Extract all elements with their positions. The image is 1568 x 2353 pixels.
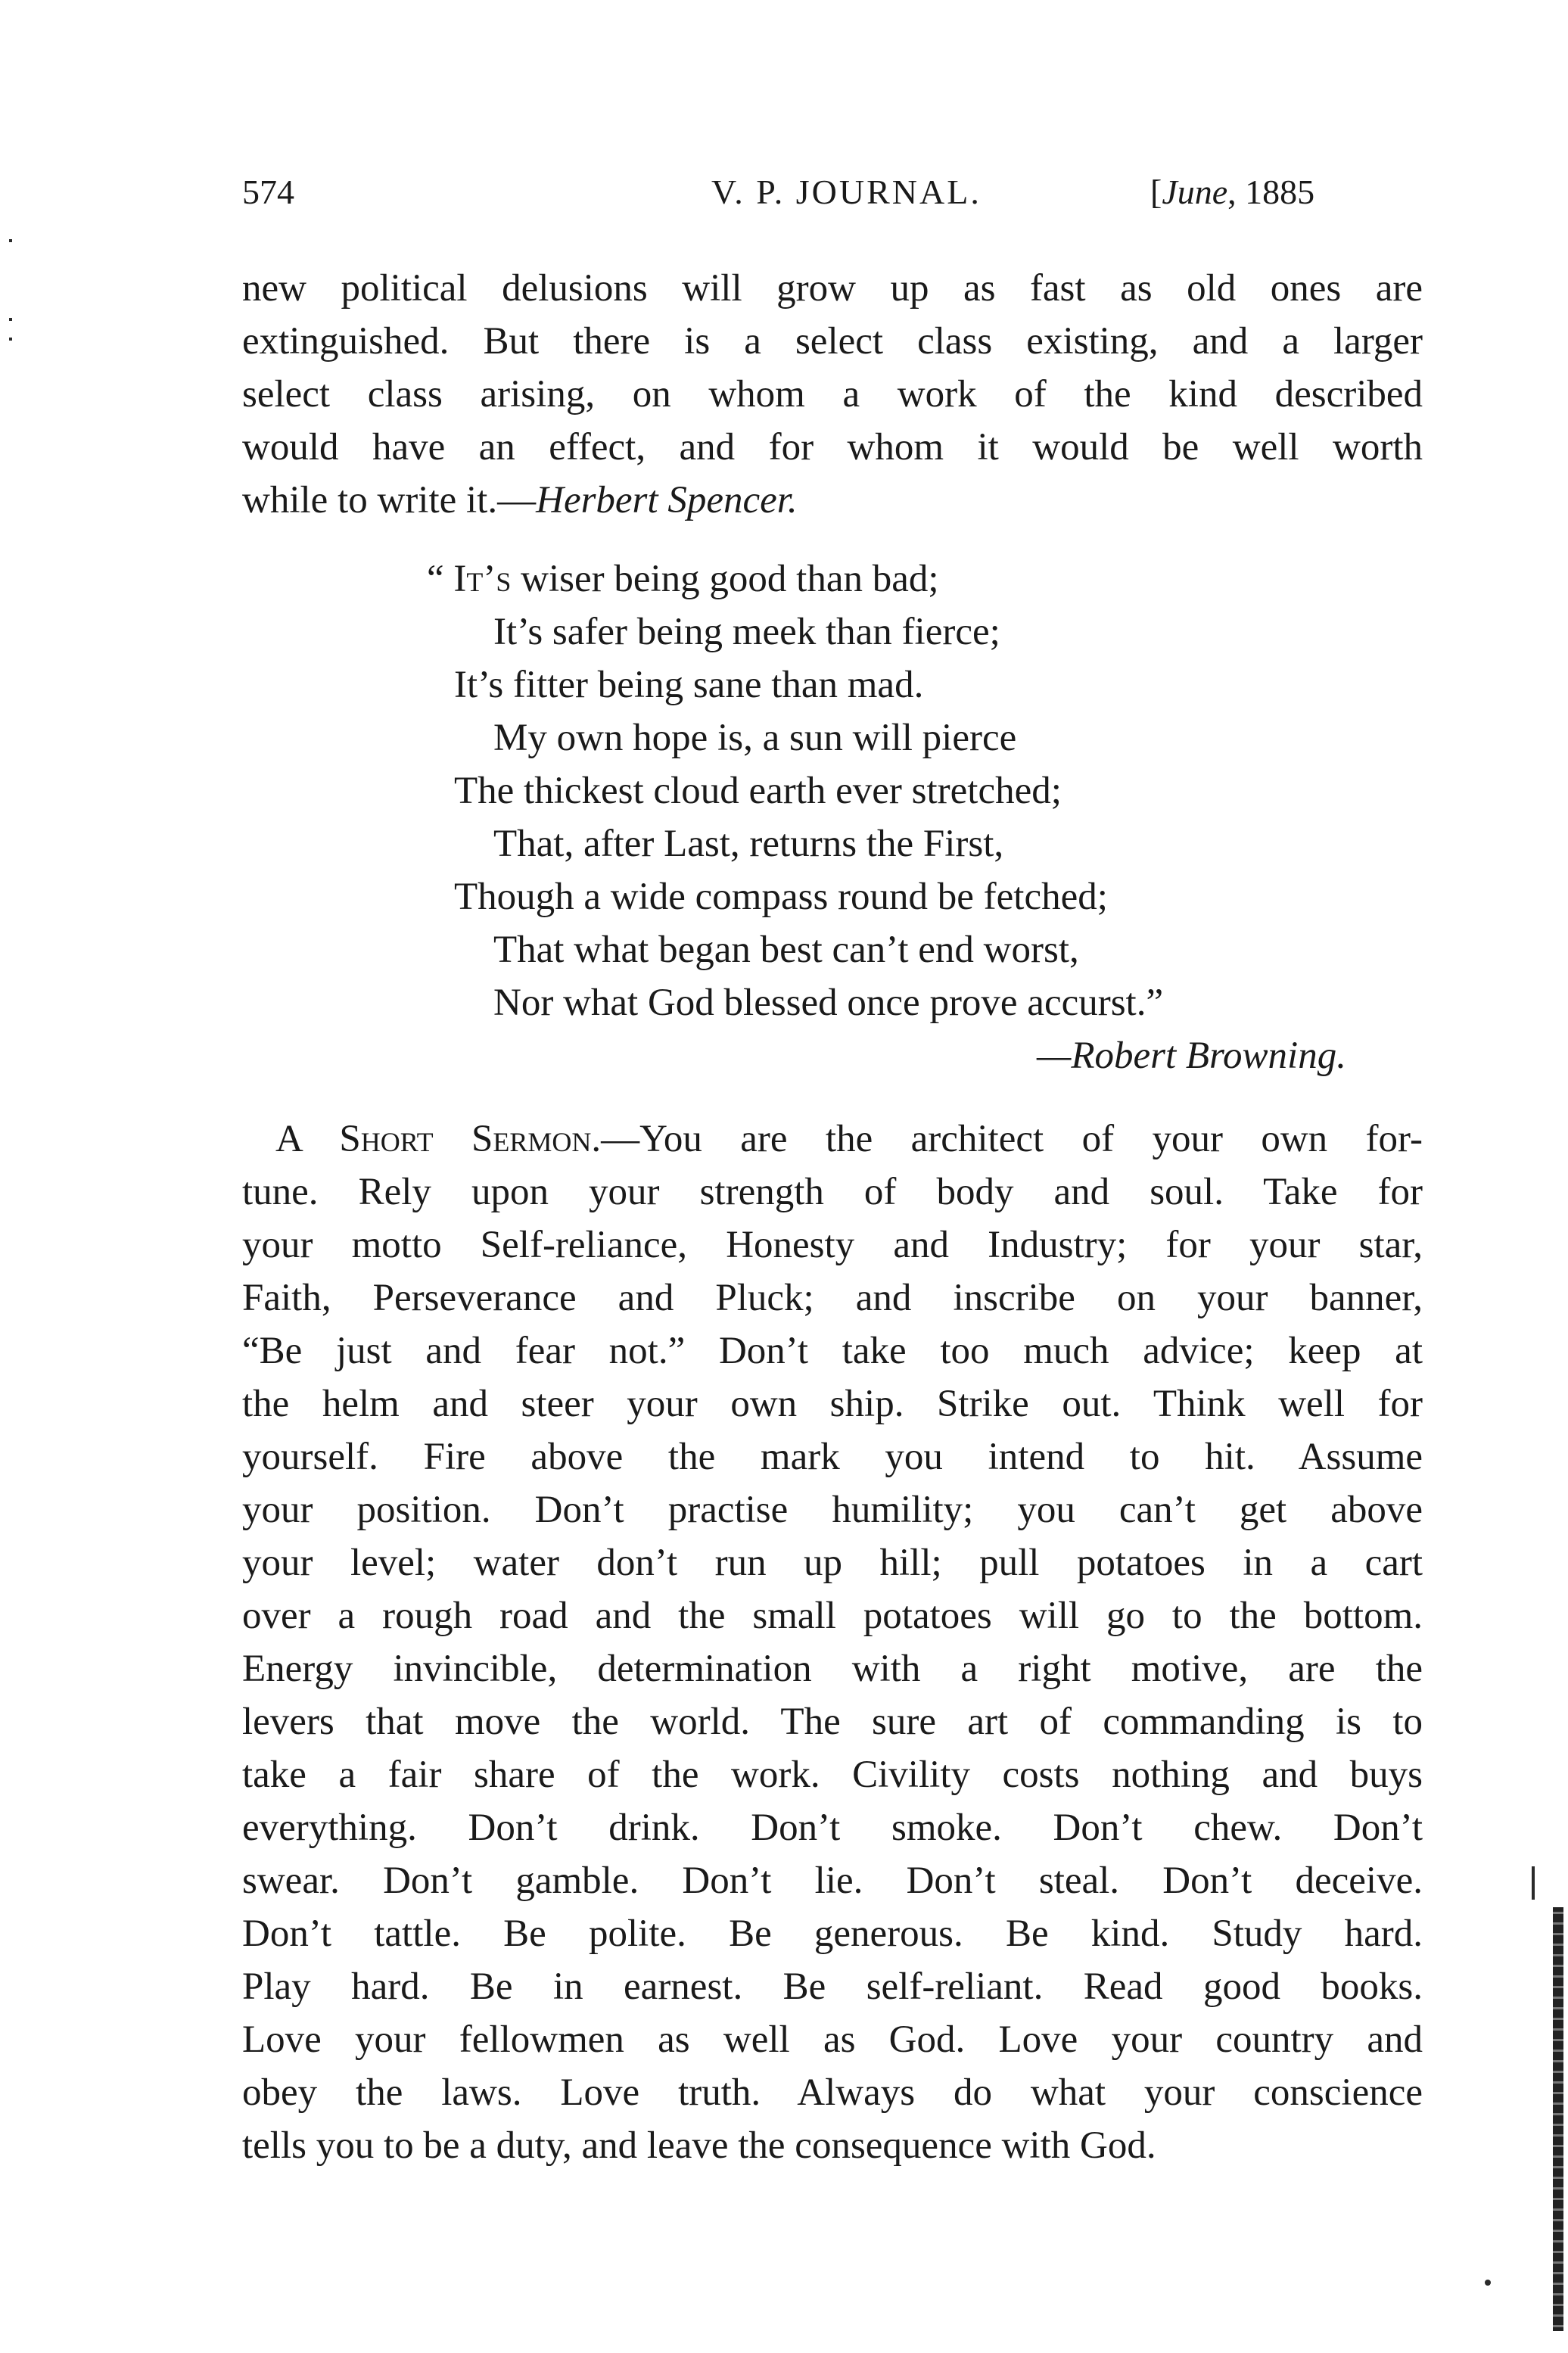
spencer-line: would have an effect, and for whom it would be well worth: [242, 426, 1423, 468]
poem-line: The thickest cloud earth ever stretched;: [454, 770, 1062, 812]
sermon-line: “Be just and fear not.” Don’t take too much advice; keep at: [242, 1330, 1423, 1372]
journal-title: V. P. JOURNAL.: [711, 173, 982, 211]
sermon-line: your motto Self-reliance, Honesty and Industry; for your star,: [242, 1224, 1423, 1266]
poem-line: My own hope is, a sun will pierce: [493, 717, 1017, 759]
poem-line: That what began best can’t end worst,: [493, 929, 1079, 971]
sermon-line: levers that move the world. The sure art of commanding is to: [242, 1701, 1423, 1743]
spencer-line: select class arising, on whom a work of the kind described: [242, 373, 1423, 416]
sermon-line: take a fair share of the work. Civility costs nothing and buys: [242, 1754, 1423, 1796]
poem-line: [427, 552, 939, 605]
poem-first-rest: wiser being good than bad;: [511, 558, 939, 600]
issue-date: [1150, 170, 1314, 215]
sermon-heading: Short Sermon: [339, 1118, 592, 1160]
page-number: 574: [242, 173, 294, 211]
date-month: June: [1162, 173, 1228, 211]
sermon-heading-dash: .—: [591, 1118, 640, 1160]
scan-speck: [9, 318, 12, 321]
sermon-line: Don’t tattle. Be polite. Be generous. Be kind. Study hard.: [242, 1913, 1423, 1955]
sermon-first-line: [275, 1113, 1423, 1166]
poem-line: Though a wide compass round be fetched;: [454, 876, 1108, 918]
scan-mark: [1532, 1866, 1535, 1900]
sermon-first-line-text: You are the architect of your own for-: [639, 1118, 1423, 1160]
sermon-line: everything. Don’t drink. Don’t smoke. Don’t chew. Don’t: [242, 1807, 1423, 1849]
sermon-line-last: tells you to be a duty, and leave the consequence with God.: [242, 2124, 1156, 2167]
date-bracket: [: [1150, 173, 1162, 211]
poem-line: That, after Last, returns the First,: [493, 823, 1004, 865]
binding-edge: [1553, 1907, 1563, 2331]
scan-dot: [1485, 2280, 1491, 2286]
sermon-heading-a: A: [275, 1118, 340, 1160]
sermon-line: Love your fellowmen as well as God. Love your country and: [242, 2018, 1423, 2061]
scan-speck: [9, 239, 12, 242]
spencer-attribution: Herbert Spencer.: [536, 479, 798, 521]
spencer-line: new political delusions will grow up as fast as old ones are: [242, 267, 1423, 310]
poem-line: Nor what God blessed once prove accurst.”: [493, 982, 1164, 1024]
poem-attribution: —Robert Browning.: [1037, 1035, 1346, 1077]
poem-line: It’s safer being meek than fierce;: [493, 611, 1000, 653]
poem-line: It’s fitter being sane than mad.: [454, 664, 924, 706]
poem-first-word: It’s: [453, 558, 512, 600]
date-year: , 1885: [1227, 173, 1315, 211]
sermon-line: tune. Rely upon your strength of body and soul. Take for: [242, 1171, 1423, 1213]
sermon-line: obey the laws. Love truth. Always do what your conscience: [242, 2071, 1423, 2114]
poem-open-quote: “: [427, 558, 454, 600]
scan-speck: [9, 338, 12, 341]
sermon-line: swear. Don’t gamble. Don’t lie. Don’t steal. Don’t deceive.: [242, 1860, 1423, 1902]
spencer-line-text: while to write it.—: [242, 479, 537, 521]
sermon-line: your level; water don’t run up hill; pull potatoes in a cart: [242, 1542, 1423, 1584]
spencer-line: extinguished. But there is a select class existing, and a larger: [242, 320, 1423, 363]
sermon-line: Energy invincible, determination with a right motive, are the: [242, 1648, 1423, 1690]
sermon-line: over a rough road and the small potatoes will go to the bottom.: [242, 1595, 1423, 1637]
sermon-line: yourself. Fire above the mark you intend to hit. Assume: [242, 1436, 1423, 1478]
sermon-line: your position. Don’t practise humility; you can’t get above: [242, 1489, 1423, 1531]
spencer-line-last: [242, 474, 1423, 527]
sermon-line: Faith, Perseverance and Pluck; and inscribe on your banner,: [242, 1277, 1423, 1319]
sermon-line: the helm and steer your own ship. Strike out. Think well for: [242, 1383, 1423, 1425]
sermon-line: Play hard. Be in earnest. Be self-reliant. Read good books.: [242, 1966, 1423, 2008]
